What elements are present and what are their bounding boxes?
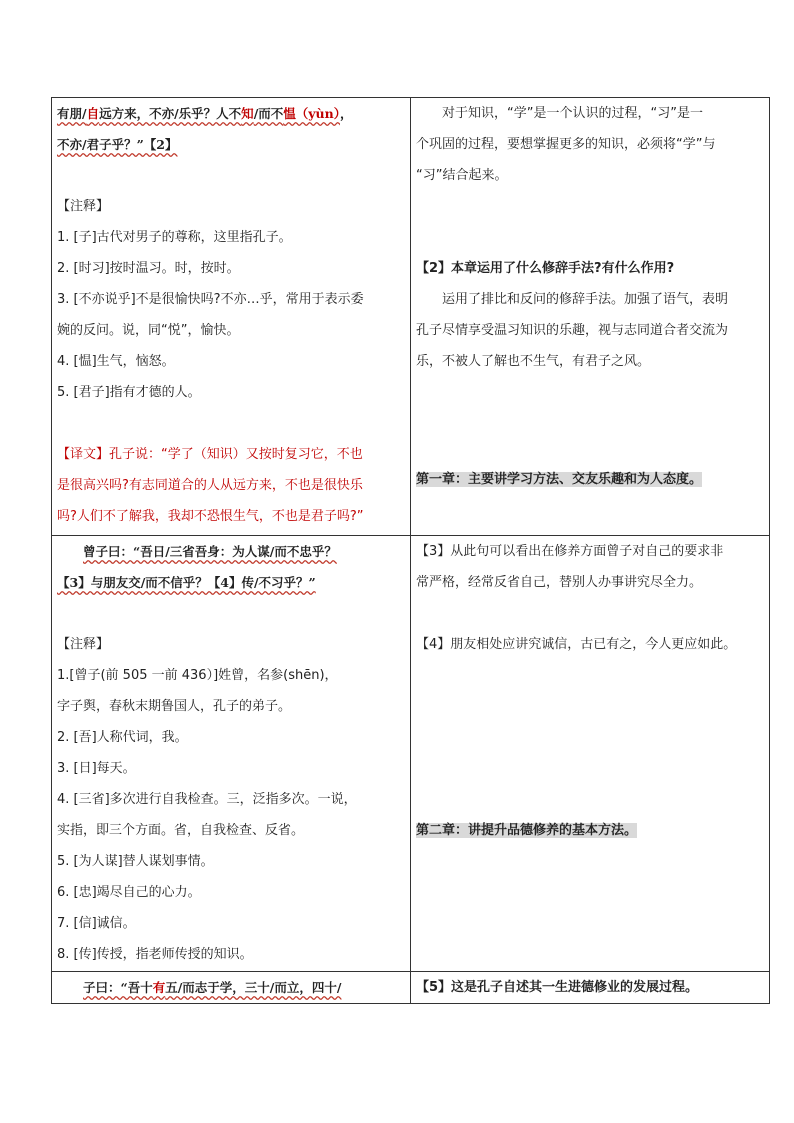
question-heading: 【2】本章运用了什么修辞手法?有什么作用? [416, 261, 675, 276]
keyword-mark: 自 [86, 106, 100, 121]
classic-text-line [57, 98, 406, 129]
classic-segment: ， [339, 106, 353, 121]
chapter-summary-text: 第二章：讲提升品德修养的基本方法。 [416, 823, 638, 838]
classic-text-line [57, 129, 406, 160]
classic-text-line [57, 567, 406, 598]
classic-text-line [57, 972, 406, 1003]
row1-right-cell [411, 98, 770, 536]
classic-segment: 远方来，不亦/乐乎？人不 [99, 106, 242, 121]
row3-left-cell [52, 972, 411, 1004]
classic-segment: 曾子曰：“吾日/三省吾身：为人谋/而不忠乎？ [83, 544, 337, 559]
analysis-line: 【4】朋友相处应讲究诚信，古已有之，今人更应如此。 [416, 637, 737, 652]
classic-segment: /而不 [253, 106, 284, 121]
analysis-line: 个巩固的过程，要想掌握更多的知识，必须将“学”与 [416, 137, 716, 152]
note-item: 1.[曾子(前 505 一前 436）]姓曾，名参(shēn)， [57, 668, 338, 683]
chapter-summary-text: 第一章：主要讲学习方法、交友乐趣和为人态度。 [416, 472, 703, 487]
note-item: 1. [子]古代对男子的尊称，这里指孔子。 [57, 230, 292, 245]
row1-left-cell [52, 98, 411, 536]
classic-segment: 【3】与朋友交/而不信乎？【4】传/不习乎？” [57, 575, 316, 590]
analysis-line: 常严格，经常反省自己，替别人办事讲究尽全力。 [416, 575, 703, 590]
classic-segment: 有朋/ [57, 106, 87, 121]
table-row [52, 536, 770, 972]
analysis-line: “习”结合起来。 [416, 168, 508, 183]
classic-segment: 不亦/君子乎？”【2】 [57, 137, 178, 152]
keyword-mark: 知 [241, 106, 254, 121]
chapter-summary [416, 464, 765, 495]
translation-text: 孔子说：“学了（知识）又按时复习它，不也 [109, 447, 363, 462]
classic-segment: 子曰：“吾十 [83, 980, 153, 995]
notes-heading: 【注释】 [57, 637, 110, 652]
note-item: 5. [君子]指有才德的人。 [57, 385, 201, 400]
answer-line: 乐，不被人了解也不生气，有君子之风。 [416, 354, 651, 369]
answer-line: 孔子尽情享受温习知识的乐趣，视与志同道合者交流为 [416, 323, 729, 338]
note-item: 4. [愠]生气，恼怒。 [57, 354, 175, 369]
row3-right-cell [411, 972, 770, 1004]
answer-line: 运用了排比和反问的修辞手法。加强了语气，表明 [442, 292, 729, 307]
study-table [51, 97, 770, 1004]
table-row [52, 972, 770, 1004]
note-item: 3. [不亦说乎]不是很愉快吗?不亦…乎，常用于表示委 [57, 292, 364, 307]
study-sheet [51, 97, 749, 1004]
translation-line [57, 439, 406, 470]
translation-label: 【译文】 [57, 447, 110, 462]
translation-line: 吗?人们不了解我，我却不恐恨生气，不也是君子吗?” [57, 509, 364, 524]
notes-heading: 【注释】 [57, 199, 110, 214]
note-item: 7. [信]诚信。 [57, 916, 136, 931]
analysis-line: 对于知识，“学”是一个认识的过程，“习”是一 [442, 106, 703, 121]
row2-right-cell [411, 536, 770, 972]
note-item: 6. [忠]竭尽自己的心力。 [57, 885, 201, 900]
note-item: 字子舆，春秋末期鲁国人，孔子的弟子。 [57, 699, 292, 714]
note-item: 实指，即三个方面。省，自我检查、反省。 [57, 823, 305, 838]
chapter-summary [416, 815, 765, 846]
keyword-mark: 愠（yùn） [283, 106, 340, 121]
question-heading: 【5】这是孔子自述其一生进德修业的发展过程。 [416, 980, 699, 995]
row2-left-cell [52, 536, 411, 972]
note-item: 3. [日]每天。 [57, 761, 136, 776]
classic-text-line [57, 536, 406, 567]
keyword-mark: 有 [152, 980, 166, 995]
translation-line: 是很高兴吗?有志同道合的人从远方来，不也是很快乐 [57, 478, 363, 493]
note-item: 婉的反问。说，同“悦”，愉快。 [57, 323, 240, 338]
table-row [52, 98, 770, 536]
analysis-line: 【3】从此句可以看出在修养方面曾子对自己的要求非 [416, 544, 724, 559]
note-item: 2. [吾]人称代词，我。 [57, 730, 188, 745]
classic-segment: 五/而志于学，三十/而立，四十/ [165, 980, 342, 995]
note-item: 5. [为人谋]替人谋划事情。 [57, 854, 214, 869]
note-item: 4. [三省]多次进行自我检查。三，泛指多次。一说， [57, 792, 357, 807]
note-item: 8. [传]传授，指老师传授的知识。 [57, 947, 253, 962]
note-item: 2. [时习]按时温习。时，按时。 [57, 261, 240, 276]
